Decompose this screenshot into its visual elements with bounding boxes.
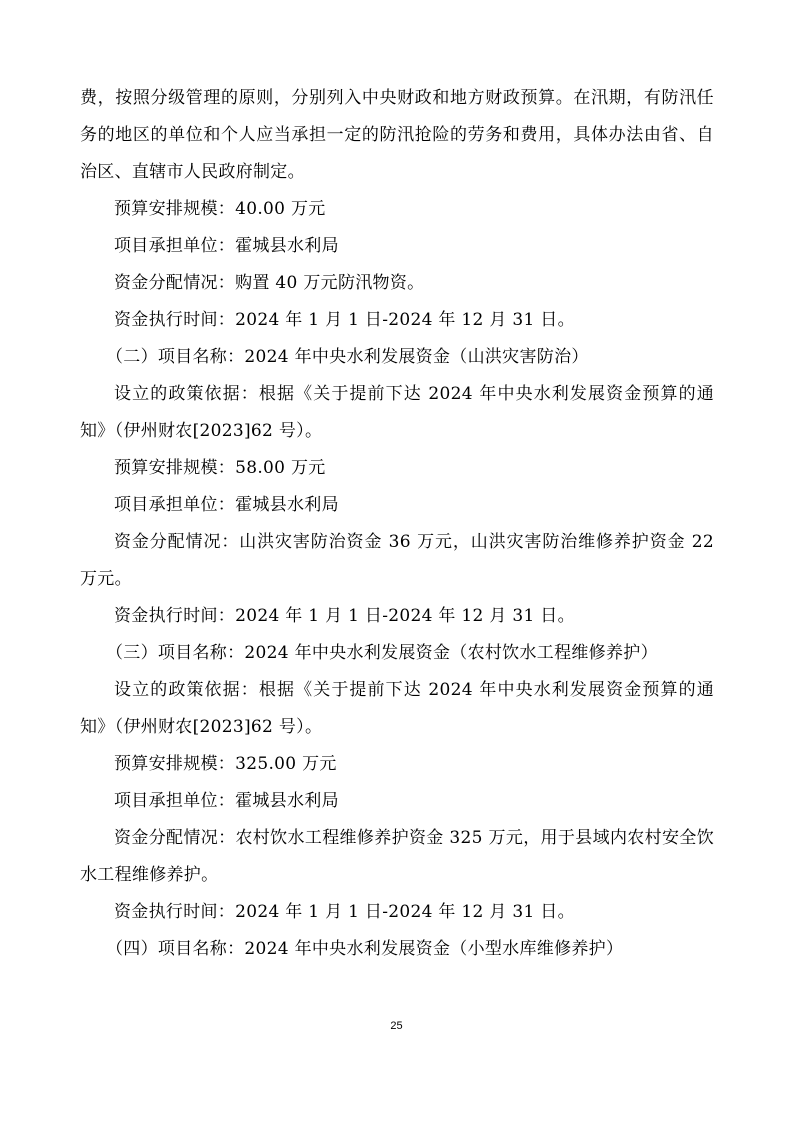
document-body: [80, 80, 714, 968]
heading-project-4: （四）项目名称：2024 年中央水利发展资金（小型水库维修养护）: [106, 939, 624, 959]
page-number: 25: [390, 1020, 403, 1032]
paragraph-fund-allocation-3: 资金分配情况：农村饮水工程维修养护资金 325 万元，用于县域内农村安全饮水工程维修养护。: [80, 828, 714, 885]
paragraph-undertaking-unit-1: 项目承担单位：霍城县水利局: [114, 236, 339, 256]
paragraph-policy-basis-2: 设立的政策依据：根据《关于提前下达 2024 年中央水利发展资金预算的通知》（伊州财农[2023]62 号）。: [80, 384, 714, 441]
paragraph-undertaking-unit-3: 项目承担单位：霍城县水利局: [114, 791, 339, 811]
paragraph-execution-time-1: 资金执行时间：2024 年 1 月 1 日-2024 年 12 月 31 日。: [114, 310, 575, 330]
paragraph-budget-scale-1: 预算安排规模：40.00 万元: [114, 199, 326, 219]
paragraph-policy-basis-3: 设立的政策依据：根据《关于提前下达 2024 年中央水利发展资金预算的通知》（伊州财农[2023]62 号）。: [80, 680, 714, 737]
heading-project-2: （二）项目名称：2024 年中央水利发展资金（山洪灾害防治）: [106, 347, 589, 367]
paragraph-budget-scale-2: 预算安排规模：58.00 万元: [114, 458, 326, 478]
paragraph-fund-allocation-2: 资金分配情况：山洪灾害防治资金 36 万元，山洪灾害防治维修养护资金 22 万元。: [80, 532, 714, 589]
paragraph-continuation: 费，按照分级管理的原则，分别列入中央财政和地方财政预算。在汛期，有防汛任务的地区的单位和个人应当承担一定的防汛抢险的劳务和费用，具体办法由省、自治区、直辖市人民政府制定。: [80, 88, 714, 182]
paragraph-budget-scale-3: 预算安排规模：325.00 万元: [114, 754, 337, 774]
paragraph-execution-time-2: 资金执行时间：2024 年 1 月 1 日-2024 年 12 月 31 日。: [114, 606, 575, 626]
paragraph-fund-allocation-1: 资金分配情况：购置 40 万元防汛物资。: [114, 273, 425, 293]
heading-project-3: （三）项目名称：2024 年中央水利发展资金（农村饮水工程维修养护）: [106, 643, 658, 663]
paragraph-undertaking-unit-2: 项目承担单位：霍城县水利局: [114, 495, 339, 515]
paragraph-execution-time-3: 资金执行时间：2024 年 1 月 1 日-2024 年 12 月 31 日。: [114, 902, 575, 922]
